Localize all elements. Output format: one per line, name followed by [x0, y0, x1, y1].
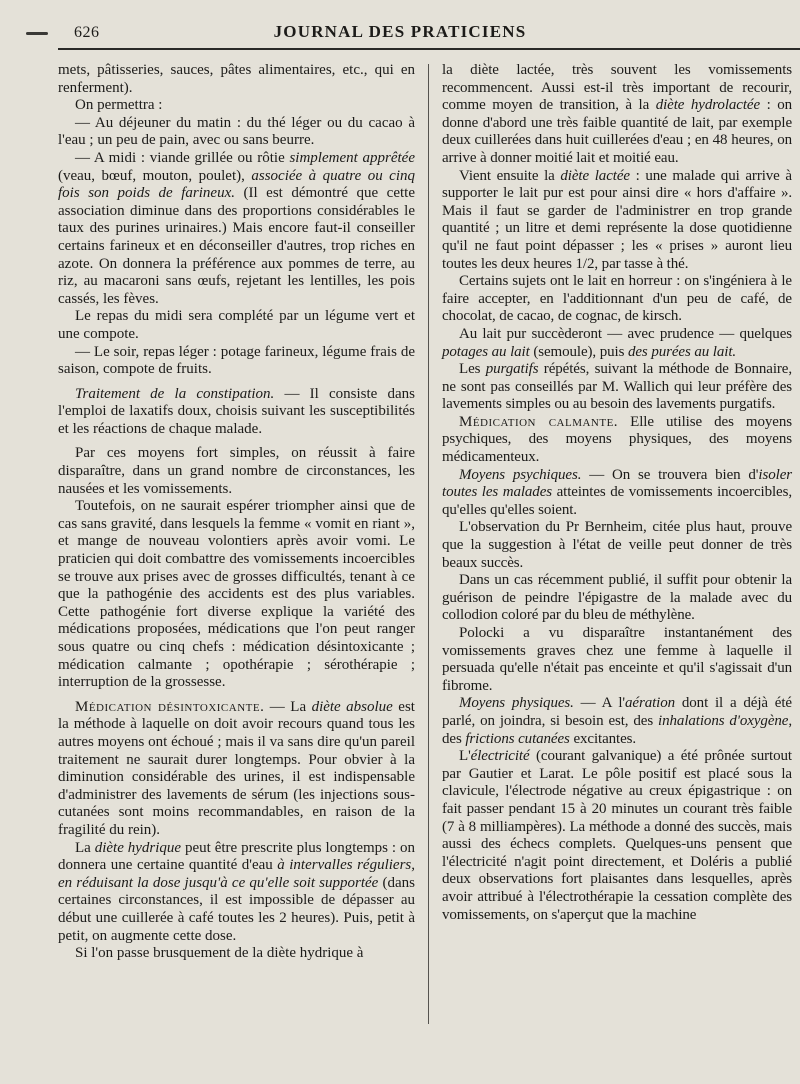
paragraph [442, 168, 792, 274]
text-run: Les [459, 361, 486, 378]
text-run: excitantes. [569, 730, 637, 747]
paragraph [442, 572, 792, 625]
italic-text: frictions cutanées [465, 730, 570, 747]
text-run: Si l'on passe brusquement de la diète hydrique à [75, 945, 364, 962]
italic-text: des purées au lait. [627, 343, 737, 360]
text-run: — A l' [573, 695, 625, 712]
text-run: Polocki a vu disparaître instantanément des vomissements graves chez une femme à laquelle il persuada qu'elle n'était pas enceinte et qu'il s'agissait d'un fibrome. [442, 625, 792, 694]
italic-text: diète absolue [311, 698, 393, 715]
text-run: — Au déjeuner du matin : du thé léger ou du cacao à l'eau ; un peu de pain, avec ou sans beurre. [58, 114, 415, 149]
italic-text: simplement apprêtée [289, 149, 415, 166]
text-run: Certains sujets ont le lait en horreur : on s'ingéniera à le faire accepter, en l'additionnant d'un peu de café, de chocolat, de cacao, de cognac, de kirsch. [442, 273, 792, 325]
text-run: Par ces moyens fort simples, on réussit à faire disparaître, dans un grand nombre de circonstances, les nausées et les vomissements. [58, 445, 415, 497]
text-run: On permettra : [75, 97, 163, 114]
paragraph [442, 467, 792, 520]
italic-text: associée à quatre ou cinq fois son poids de farineux. [58, 167, 415, 202]
text-run: mets, pâtisseries, sauces, pâtes alimentaires, etc., qui en renferment). [58, 62, 415, 96]
column-divider [428, 64, 429, 1024]
paragraph [58, 150, 415, 308]
text-run: dont il a déjà été parlé, on joindra, si besoin est, des [442, 695, 792, 729]
page-number: 626 [74, 24, 100, 41]
italic-text: électricité [470, 748, 530, 765]
text-run: — La [264, 698, 312, 715]
italic-text: purgatifs [485, 361, 539, 378]
paragraph [442, 62, 792, 168]
text-run: — Il consiste dans l'emploi de laxatifs doux, choisis suivant les susceptibilités et les réactions de chaque malade. [58, 385, 416, 437]
italic-text: Moyens psychiques. [459, 466, 582, 483]
text-run: Le repas du midi sera complété par un légume vert et une compote. [58, 308, 415, 342]
paragraph [58, 445, 415, 498]
journal-title: JOURNAL DES PRATICIENS [273, 22, 527, 41]
text-run: — On se trouvera bien d' [581, 466, 759, 483]
italic-text: à intervalles réguliers, en réduisant la dose jusqu'à ce qu'elle soit supportée [58, 857, 415, 891]
paragraph [58, 945, 415, 963]
text-run: atteintes de vomissements incoercibles, qu'elles qu'elles soient. [442, 484, 792, 518]
running-header [0, 18, 800, 46]
header-rule [58, 48, 800, 50]
left-column [58, 62, 415, 963]
paragraph [58, 699, 415, 840]
text-run: Dans un cas récemment publié, il suffit pour obtenir la guérison de peindre l'épigastre de la malade avec du collodion coloré par du bleu de méthylène. [442, 572, 792, 624]
text-run: peut être prescrite plus longtemps : on donnera une certaine quantité d'eau [58, 839, 415, 874]
paragraph [442, 695, 792, 748]
text-run: (Il est démontré que cette association diminue dans des proportions considérables le taux des purines urinaires.) Mais encore faut-il conseiller certains farineux et en déconseiller d'autres, trop riches en azote. On donnera la préférence aux pommes de terre, au riz, au macaroni sans œufs, rejetant les lentilles, les pois cassés, les fèves. [58, 185, 415, 307]
paragraph [442, 273, 792, 326]
paragraph [442, 326, 792, 361]
text-run: est la méthode à laquelle on doit avoir recours quand tous les autres moyens ont échoué ; mais il va sans dire qu'un pareil traitement ne saurait durer longtemps. Pour obvier à la diminution considérable des urines, il est indispensable d'administrer des lavements de sérum (les injections sous-cutanées sont moins recommandables, en raison de la fragilité du rein). [58, 698, 415, 838]
text-run: (semoule), puis [529, 343, 628, 360]
section-heading: Médication calmante. [459, 413, 619, 430]
text-run: , des [442, 712, 792, 747]
italic-text: potages au lait [442, 343, 530, 360]
text-run: la diète lactée, très souvent les vomissements recommencent. Aussi est-il très important de recourir, comme moyen de transition, à la [442, 62, 792, 114]
paragraph [442, 625, 792, 695]
italic-text: diète hydrique [94, 839, 182, 856]
text-run: L'observation du Pr Bernheim, citée plus haut, prouve que la suggestion à l'état de veille peut donner de très beaux succès. [442, 519, 792, 571]
paragraph [442, 519, 792, 572]
text-run: — A midi : viande grillée ou rôtie [75, 149, 290, 166]
italic-text: diète hydrolactée [655, 97, 761, 114]
paragraph [58, 344, 415, 379]
paragraph [58, 308, 415, 343]
text-run: (courant galvanique) a été prônée surtout par Gautier et Larat. Le pôle positif est placé sous la clavicule, l'électrode négative au creux épigastrique : on fait passer pendant 15 à 20 minutes un courant très faible (7 à 8 milliampères). La méthode a donné des succès, mais aussi des échecs complets. Quelques-uns pensent que l'électricité n'agit point directement, et Doléris a publié deux observations fort plaisantes dans lesquelles, après avoir attribué à l'électrothérapie la cessation complète des vomissements, on s'aperçut que la machine [442, 748, 792, 923]
text-run: répétés, suivant la méthode de Bonnaire, ne sont pas conseillés par M. Wallich qui leur préfère des lavements simples ou au besoin des lavements purgatifs. [442, 361, 792, 413]
text-run: Vient ensuite la [459, 167, 561, 184]
paragraph [58, 840, 415, 946]
italic-text: isoler toutes les malades [442, 466, 792, 501]
right-column [442, 62, 792, 924]
text-run: : on donne d'abord une très faible quantité de lait, par exemple deux cuillerées dans huit cuillerées d'eau ; en 48 heures, on arrive à donner moitié lait et moitié eau. [442, 97, 793, 166]
text-run: Elle utilise des moyens psychiques, des moyens physiques, des moyens médicamenteux. [442, 413, 792, 466]
text-run: — Le soir, repas léger : potage farineux, légume frais de saison, compote de fruits. [58, 343, 415, 378]
paragraph [442, 361, 792, 414]
text-run: Toutefois, on ne saurait espérer triompher ainsi que de cas sans gravité, dans lesquels la femme « vomit en riant », et mange de nouveau volontiers après avoir vomi. Le praticien qui doit combattre des vomissements incoercibles se trouve aux prises avec de grosses difficultés, tenant à ce que la pathogénie des accidents est des plus variables. Cette pathogénie fort diverse explique la variété des médications proposées, médications que l'on peut ranger sous quatre ou cinq chefs : médication désintoxicante ; médication calmante ; opothérapie ; sérothérapie ; interruption de la grossesse. [58, 498, 415, 691]
italic-text: diète lactée [560, 167, 630, 184]
paragraph [442, 748, 792, 924]
text-run: : une malade qui arrive à supporter le lait pur est pour ainsi dire « hors d'affaire ». Mais il faut se garder de l'administrer en trop grande quantité ; un litre et demi représente la dose quotidienne qu'il ne faut point dépasser ; les « prises » auront lieu toutes les deux heures 1/2, par tasse à thé. [442, 167, 792, 272]
italic-text: Traitement de la constipation. [75, 385, 275, 402]
paragraph [58, 62, 415, 97]
italic-text: aération [625, 695, 676, 712]
paragraph [442, 414, 792, 467]
italic-text: inhalations d'oxygène [658, 712, 789, 729]
text-run: L' [459, 748, 471, 765]
paragraph [58, 498, 415, 692]
text-run: (dans certaines circonstances, il est impossible de dépasser au début une cuillerée à café toutes les 2 heures). Puis, petit à petit, on augmente cette dose. [58, 874, 415, 944]
text-run: Au lait pur succèderont — avec prudence — quelques [459, 325, 792, 342]
italic-text: Moyens physiques. [459, 695, 574, 712]
paragraph [58, 115, 415, 150]
text-run: La [75, 839, 95, 856]
text-run: (veau, bœuf, mouton, poulet), [58, 167, 252, 184]
paragraph [58, 386, 415, 439]
paragraph [58, 97, 415, 115]
section-heading: Médication désintoxicante. [75, 698, 265, 715]
